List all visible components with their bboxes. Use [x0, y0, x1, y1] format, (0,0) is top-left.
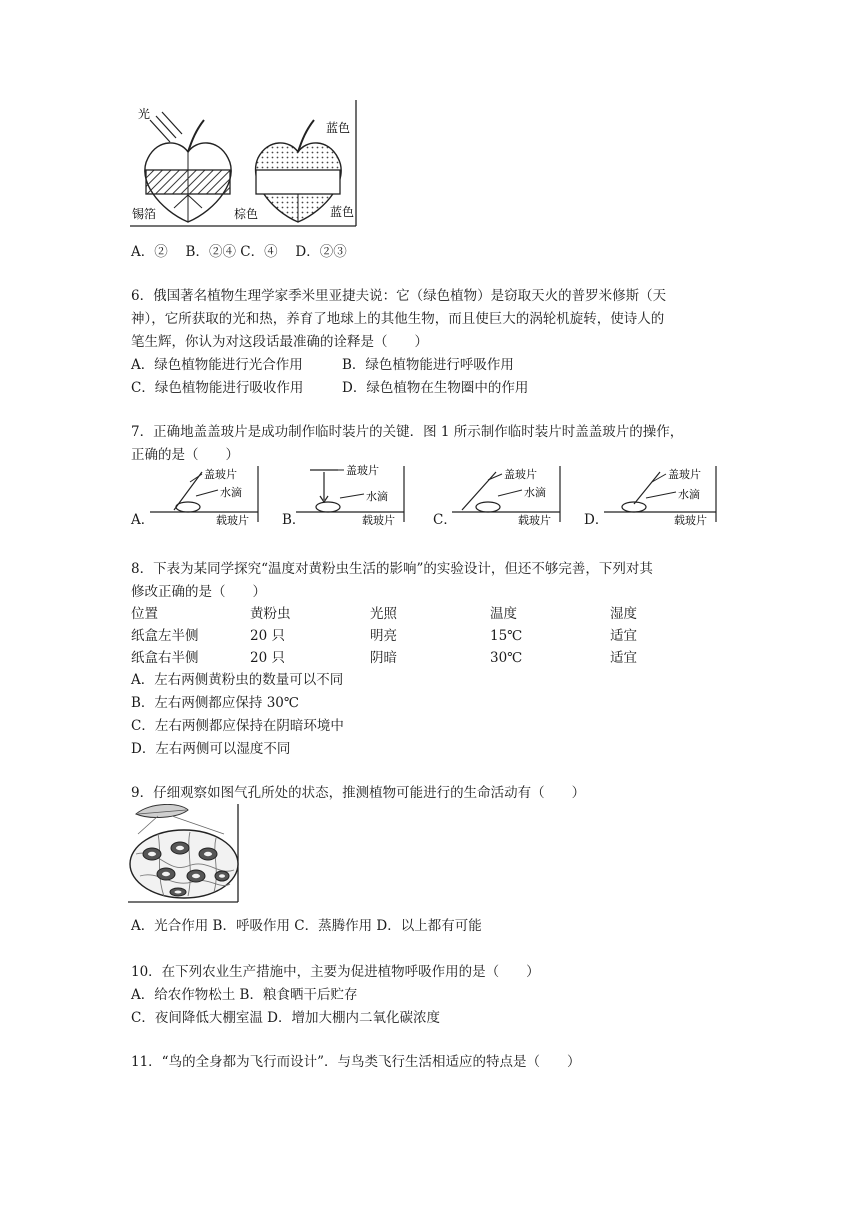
table-header-cell: 光照 — [370, 606, 397, 622]
slide-label: 载玻片 — [216, 514, 249, 526]
table-cell: 20 只 — [250, 650, 285, 666]
q10-options-ab: A．给农作物松土 B．粮食晒干后贮存 — [131, 987, 358, 1003]
coverslip-label: 盖玻片 — [204, 468, 237, 481]
table-cell: 适宜 — [610, 650, 637, 666]
table-header-cell: 位置 — [131, 606, 158, 622]
q9-line: 9．仔细观察如图气孔所处的状态，推测植物可能进行的生命活动有（ ） — [131, 785, 586, 801]
q6-option-a: A．绿色植物能进行光合作用 — [131, 357, 303, 373]
table-cell: 阴暗 — [370, 650, 397, 666]
coverslip-figure-a — [150, 464, 262, 526]
table-cell: 纸盒右半侧 — [131, 650, 199, 666]
table-header-cell: 温度 — [490, 606, 517, 622]
drop-label: 水滴 — [220, 486, 242, 499]
blue-top-label: 蓝色 — [326, 121, 351, 135]
q7-letter-b: B． — [282, 512, 306, 528]
q6-line-2: 神），它所获取的光和热，养育了地球上的其他生物，而且使巨大的涡轮机旋转，使诗人的 — [131, 311, 665, 327]
table-header-cell: 湿度 — [610, 606, 637, 622]
q6-option-d: D．绿色植物在生物圈中的作用 — [342, 380, 529, 396]
q8-line-2: 修改正确的是（ ） — [131, 584, 266, 600]
q7-line-1: 7．正确地盖盖玻片是成功制作临时装片的关键．图 1 所示制作临时装片时盖盖玻片的操作， — [131, 424, 684, 440]
q8-option-c: C．左右两侧都应保持在阴暗环境中 — [131, 718, 344, 734]
coverslip-figure-d — [604, 464, 720, 526]
table-cell: 适宜 — [610, 628, 637, 644]
q9-options: A．光合作用 B．呼吸作用 C．蒸腾作用 D．以上都有可能 — [131, 918, 482, 934]
table-cell: 纸盒左半侧 — [131, 628, 199, 644]
brown-label: 棕色 — [234, 207, 259, 221]
tinfoil-label: 锡箔 — [132, 207, 157, 221]
drop-label: 水滴 — [678, 488, 700, 501]
coverslip-figure-c — [452, 464, 564, 526]
light-label: 光 — [138, 107, 151, 121]
q6-line-1: 6．俄国著名植物生理学家季米里亚捷夫说：它（绿色植物）是窃取天火的普罗米修斯（天 — [131, 288, 667, 304]
slide-label: 载玻片 — [674, 514, 707, 526]
coverslip-label: 盖玻片 — [346, 464, 379, 477]
table-header-cell: 黄粉虫 — [250, 606, 291, 622]
stomata-figure — [128, 804, 242, 904]
q10-line: 10．在下列农业生产措施中，主要为促进植物呼吸作用的是（ ） — [131, 964, 540, 980]
q11-line: 11．“鸟的全身都为飞行而设计”．与鸟类飞行生活相适应的特点是（ ） — [131, 1054, 581, 1070]
coverslip-label: 盖玻片 — [504, 468, 537, 481]
q6-line-3: 笔生辉，你认为对这段话最准确的诠释是（ ） — [131, 334, 428, 350]
blue-bottom-label: 蓝色 — [330, 205, 355, 219]
slide-label: 载玻片 — [518, 514, 551, 526]
table-cell: 15℃ — [490, 628, 523, 644]
table-cell: 30℃ — [490, 650, 523, 666]
table-cell: 20 只 — [250, 628, 285, 644]
q8-option-d: D．左右两侧可以湿度不同 — [131, 741, 291, 757]
drop-label: 水滴 — [366, 490, 388, 503]
q5-options: A．② B．②④ C．④ D．②③ — [131, 244, 347, 260]
q7-letter-c: C． — [433, 512, 457, 528]
q6-option-b: B．绿色植物能进行呼吸作用 — [342, 357, 514, 373]
q8-option-a: A．左右两侧黄粉虫的数量可以不同 — [131, 672, 344, 688]
drop-label: 水滴 — [524, 486, 546, 499]
q6-option-c: C．绿色植物能进行吸收作用 — [131, 380, 304, 396]
slide-label: 载玻片 — [362, 514, 395, 526]
q7-line-2: 正确的是（ ） — [131, 447, 239, 463]
coverslip-figure-b — [296, 464, 408, 526]
q10-options-cd: C．夜间降低大棚室温 D．增加大棚内二氧化碳浓度 — [131, 1010, 440, 1026]
q8-line-1: 8．下表为某同学探究“温度对黄粉虫生活的影响”的实验设计，但还不够完善，下列对其 — [131, 561, 653, 577]
q7-letter-d: D． — [584, 512, 609, 528]
q7-letter-a: A． — [131, 512, 155, 528]
coverslip-label: 盖玻片 — [668, 468, 701, 481]
table-cell: 明亮 — [370, 628, 397, 644]
leaf-experiment-figure — [130, 100, 360, 232]
q8-option-b: B．左右两侧都应保持 30℃ — [131, 695, 299, 711]
